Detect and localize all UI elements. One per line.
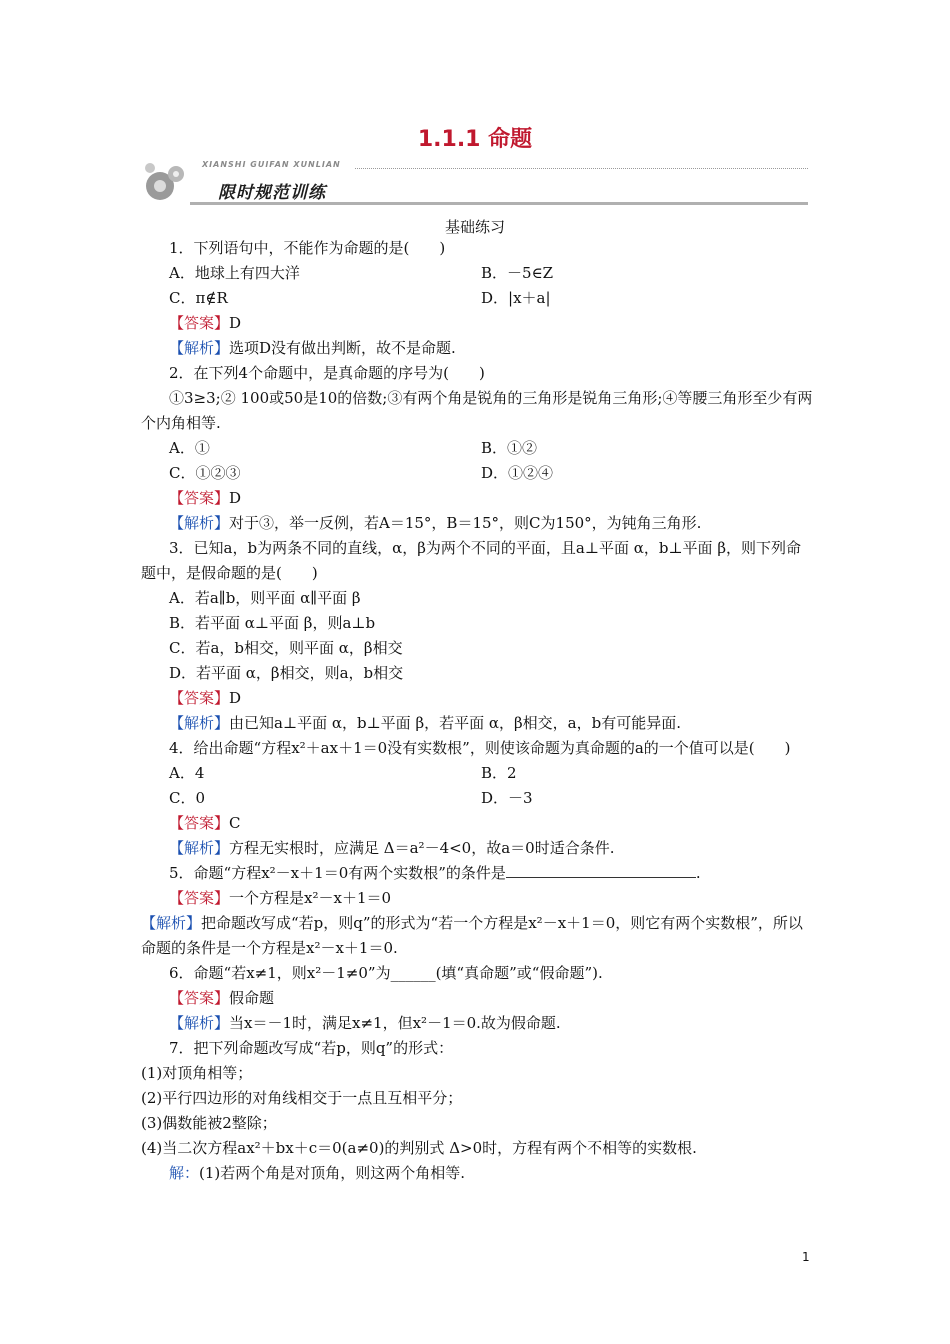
analysis-tag: 【解析】 <box>169 514 230 532</box>
answer-tag: 【答案】 <box>169 889 230 907</box>
answer-tag: 【答案】 <box>169 314 230 332</box>
q7-item-3: (3)偶数能被2整除； <box>141 1114 277 1132</box>
q4-option-c: C．0 <box>169 789 206 807</box>
q5-stem <box>141 861 815 886</box>
q4-analysis-text: 方程无实根时，应满足 Δ＝a²－4<0，故a＝0时适合条件. <box>229 839 615 857</box>
section-title: 基础练习 <box>444 218 505 236</box>
answer-tag: 【答案】 <box>169 689 230 707</box>
page-number: 1 <box>802 1250 810 1264</box>
q3-option-b: B．若平面 α⊥平面 β，则a⊥b <box>169 614 376 632</box>
q4-options-row1 <box>141 761 815 786</box>
q1-option-c: C．π∉R <box>169 289 228 307</box>
q2-option-d: D．①②④ <box>481 464 554 482</box>
q6-stem: 6．命题“若x≠1，则x²－1≠0”为______(填“真命题”或“假命题”). <box>169 964 603 982</box>
q2-body: ①3≥3;② 100或50是10的倍数;③有两个角是锐角的三角形是锐角三角形;④等腰三角形至少有两个内角相等. <box>141 389 813 432</box>
q3-option-c: C．若a，b相交，则平面 α，β相交 <box>169 639 403 657</box>
q4-option-d: D．－3 <box>481 789 533 807</box>
banner-dotted-line <box>355 168 808 169</box>
q3-option-d: D．若平面 α，β相交，则a，b相交 <box>169 664 404 682</box>
q1-analysis <box>141 336 815 361</box>
solution-tag: 解： <box>169 1164 200 1182</box>
q5-stem-end: . <box>695 864 701 882</box>
banner-english: XIANSHI GUIFAN XUNLIAN <box>202 160 341 169</box>
q7-item-2: (2)平行四边形的对角线相交于一点且互相平分； <box>141 1089 463 1107</box>
q1-stem: 1．下列语句中，不能作为命题的是( ) <box>169 239 446 257</box>
question-list <box>141 236 815 1186</box>
q6-answer <box>141 986 815 1011</box>
q4-stem: 4．给出命题“方程x²＋ax＋1＝0没有实数根”，则使该命题为真命题的a的一个值可以是( ) <box>169 739 791 757</box>
banner-label: 限时规范训练 <box>218 183 326 203</box>
answer-tag: 【答案】 <box>169 814 230 832</box>
analysis-tag: 【解析】 <box>169 839 230 857</box>
q2-analysis <box>141 511 815 536</box>
q6-analysis-text: 当x＝－1时，满足x≠1，但x²－1＝0.故为假命题. <box>229 1014 561 1032</box>
q2-option-c: C．①②③ <box>169 464 241 482</box>
q7-stem: 7．把下列命题改写成“若p，则q”的形式： <box>169 1039 454 1057</box>
q2-options-row1 <box>141 436 815 461</box>
answer-tag: 【答案】 <box>169 989 230 1007</box>
q3-answer <box>141 686 815 711</box>
q2-analysis-text: 对于③，举一反例，若A＝15°，B＝15°，则C为150°，为钝角三角形. <box>229 514 702 532</box>
answer-tag: 【答案】 <box>169 489 230 507</box>
q4-option-a: A．4 <box>169 764 205 782</box>
q1-option-d: D．|x＋a| <box>481 289 551 307</box>
q1-option-b: B．－5∈Z <box>481 264 554 282</box>
q3-answer-value: D <box>229 689 242 707</box>
section-banner <box>140 158 808 206</box>
q7-item-4: (4)当二次方程ax²＋bx＋c＝0(a≠0)的判别式 Δ>0时，方程有两个不相等的实数根. <box>141 1139 697 1157</box>
q4-option-b: B．2 <box>481 764 517 782</box>
q5-answer-value: 一个方程是x²－x＋1＝0 <box>229 889 392 907</box>
analysis-tag: 【解析】 <box>169 339 230 357</box>
q3-analysis <box>141 711 815 736</box>
analysis-tag: 【解析】 <box>169 714 230 732</box>
q5-analysis-text: 把命题改写成“若p，则q”的形式为“若一个方程是x²－x＋1＝0，则它有两个实数根”，所以命题的条件是一个方程是x²－x＋1＝0. <box>141 914 803 957</box>
q2-stem: 2．在下列4个命题中，是真命题的序号为( ) <box>169 364 485 382</box>
q1-options-row1 <box>141 261 815 286</box>
banner-rule <box>190 202 808 205</box>
q1-options-row2 <box>141 286 815 311</box>
q3-stem: 3．已知a，b为两条不同的直线，α，β为两个不同的平面，且a⊥平面 α，b⊥平面 β，则下列命题中，是假命题的是( ) <box>141 539 801 582</box>
q1-answer <box>141 311 815 336</box>
q4-answer-value: C <box>229 814 241 832</box>
q1-option-a: A．地球上有四大洋 <box>169 264 300 282</box>
q2-answer-value: D <box>229 489 242 507</box>
q7-solution-text: (1)若两个角是对顶角，则这两个角相等. <box>199 1164 466 1182</box>
q4-answer <box>141 811 815 836</box>
q4-options-row2 <box>141 786 815 811</box>
q1-analysis-text: 选项D没有做出判断，故不是命题. <box>229 339 456 357</box>
q5-answer <box>141 886 815 911</box>
q6-analysis <box>141 1011 815 1036</box>
q5-blank <box>506 861 696 878</box>
q5-analysis <box>141 911 815 961</box>
q2-options-row2 <box>141 461 815 486</box>
analysis-tag: 【解析】 <box>141 914 202 932</box>
q7-item-1: (1)对顶角相等； <box>141 1064 253 1082</box>
q2-option-b: B．①② <box>481 439 538 457</box>
q4-analysis <box>141 836 815 861</box>
q5-stem-text: 5．命题“方程x²－x＋1＝0有两个实数根”的条件是 <box>169 864 506 882</box>
q2-option-a: A．① <box>169 439 210 457</box>
analysis-tag: 【解析】 <box>169 1014 230 1032</box>
q3-analysis-text: 由已知a⊥平面 α，b⊥平面 β，若平面 α，β相交，a，b有可能异面. <box>229 714 681 732</box>
page-title: 1.1.1 命题 <box>417 127 533 152</box>
q3-option-a: A．若a∥b，则平面 α∥平面 β <box>169 589 361 607</box>
q2-answer <box>141 486 815 511</box>
q6-answer-value: 假命题 <box>229 989 275 1007</box>
gear-logo-icon <box>140 160 190 204</box>
q1-answer-value: D <box>229 314 242 332</box>
q7-solution <box>141 1161 815 1186</box>
